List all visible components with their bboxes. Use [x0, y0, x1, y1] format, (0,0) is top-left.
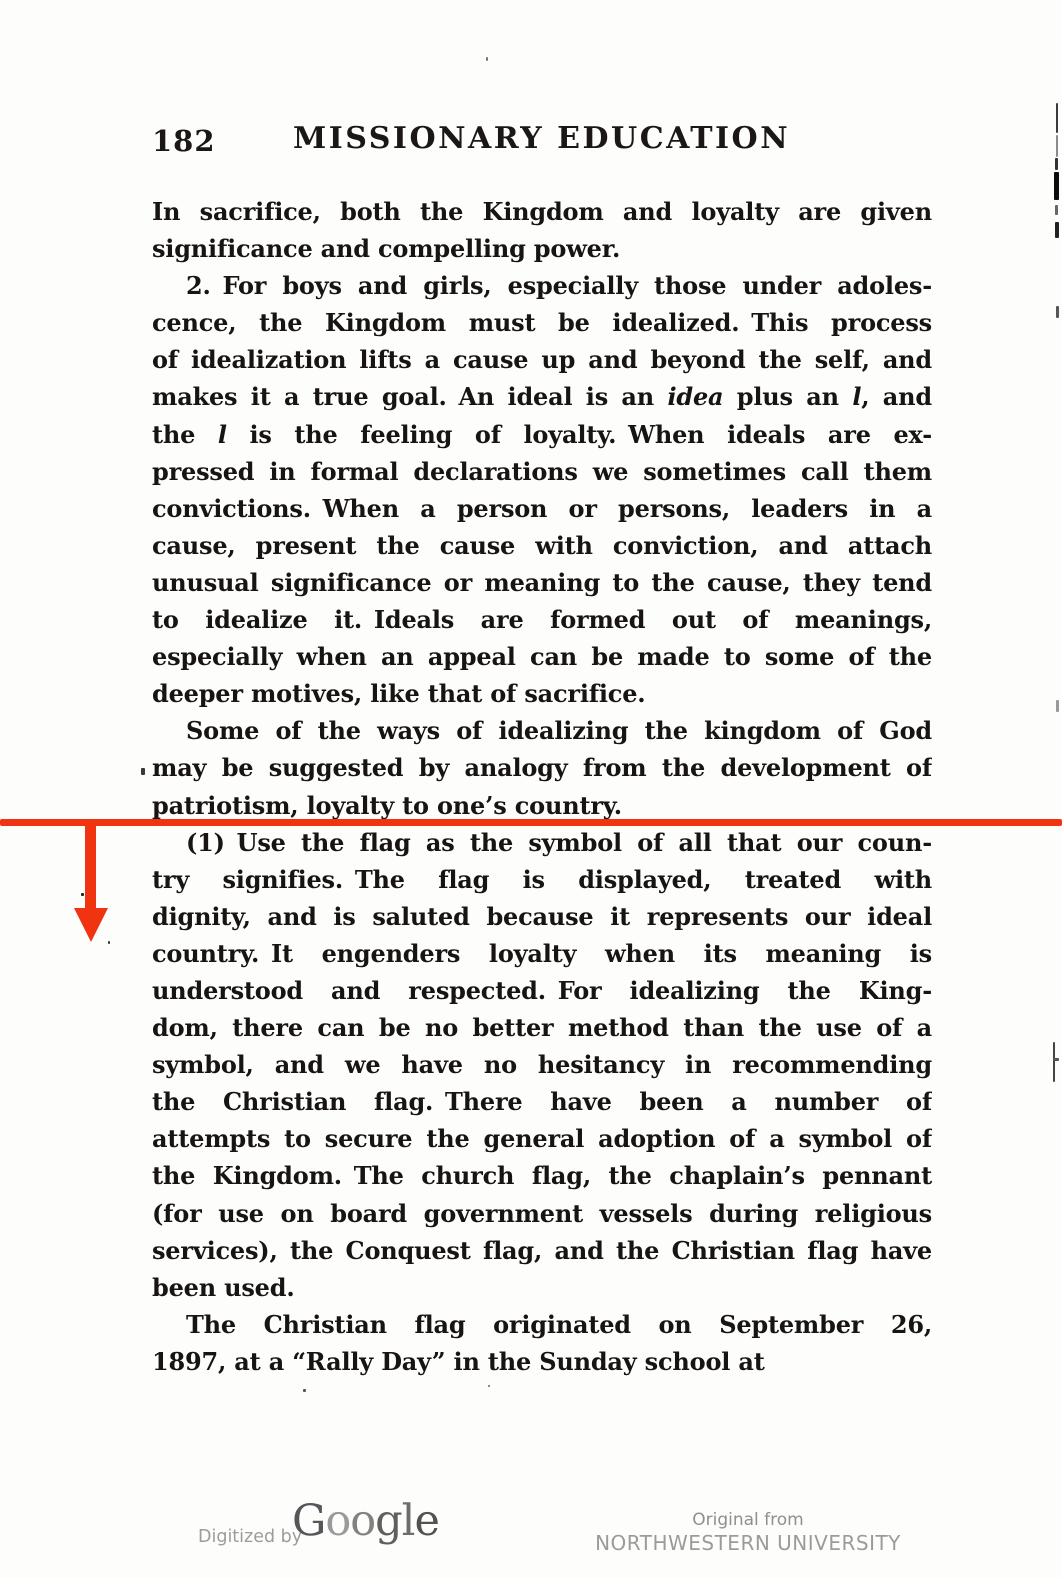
text-line: of idealization lifts a cause up and beyond the self, and — [152, 345, 932, 375]
text-line: the Christian flag. There have been a number of — [152, 1087, 932, 1117]
text-line: especially when an appeal can be made to some of the — [152, 642, 932, 672]
text-line: understood and respected. For idealizing the King- — [152, 975, 932, 1005]
scan-artifact — [1054, 172, 1059, 200]
paragraph — [152, 712, 932, 823]
text-line: significance and compelling power. — [152, 234, 621, 264]
text-line: the l is the feeling of loyalty. When ideals are ex- — [152, 419, 932, 449]
paragraph — [152, 1306, 932, 1380]
text-line: convictions. When a person or persons, leaders in a — [152, 493, 932, 523]
scan-artifact — [488, 1385, 490, 1387]
paragraph — [152, 193, 932, 267]
text-line: symbol, and we have no hesitancy in recommending — [152, 1050, 932, 1080]
text-line: pressed in formal declarations we sometimes call them — [152, 456, 932, 486]
text-line: deeper motives, like that of sacrifice. — [152, 679, 646, 709]
text-line: In sacrifice, both the Kingdom and loyalty are given — [152, 197, 932, 226]
paragraph — [152, 824, 932, 1306]
scan-artifact — [1055, 205, 1058, 215]
original-from-label: Original from — [692, 1510, 804, 1530]
scan-artifact — [486, 57, 488, 61]
scan-artifact — [141, 768, 145, 775]
text-line: (for use on board government vessels during religious — [152, 1198, 932, 1228]
text-line: try signifies. The flag is displayed, treated with — [152, 864, 932, 894]
scan-artifact — [1053, 1058, 1059, 1061]
text-line: The Christian flag originated on September 26, — [186, 1309, 932, 1339]
text-line: the Kingdom. The church flag, the chaplain’s pennant — [152, 1161, 932, 1191]
scan-artifact — [1055, 158, 1058, 170]
paragraph — [152, 267, 932, 712]
text-line: attempts to secure the general adoption of a symbol of — [152, 1124, 932, 1154]
digitized-by-label: Digitized by — [198, 1527, 303, 1547]
text-line: to idealize it. Ideals are formed out of meanings, — [152, 605, 932, 635]
google-logo: Google — [292, 1496, 439, 1546]
text-line: unusual significance or meaning to the cause, they tend — [152, 567, 932, 597]
body-text — [152, 193, 932, 1380]
text-line: country. It engenders loyalty when its meaning is — [152, 938, 932, 968]
scan-artifact — [1055, 222, 1059, 238]
scan-artifact — [1056, 306, 1059, 318]
text-line: patriotism, loyalty to one’s country. — [152, 790, 622, 820]
scan-artifact — [108, 941, 110, 944]
text-line: services), the Conquest flag, and the Christian flag have — [152, 1235, 932, 1265]
scan-artifact — [1056, 700, 1059, 712]
annotation-underline — [0, 819, 1062, 826]
scan-artifact — [1053, 1042, 1055, 1082]
text-line: Some of the ways of idealizing the kingdom of God — [186, 716, 932, 746]
scan-artifact — [303, 1389, 306, 1392]
text-line: cause, present the cause with conviction, and attach — [152, 530, 932, 560]
text-line: been used. — [152, 1272, 295, 1302]
text-line: may be suggested by analogy from the development of — [152, 753, 932, 783]
footer-provenance — [590, 1510, 906, 1556]
page-number: 182 — [152, 124, 216, 158]
text-line: cence, the Kingdom must be idealized. This process — [152, 308, 932, 338]
text-line: dignity, and is saluted because it represents our ideal — [152, 901, 932, 931]
text-line: 2. For boys and girls, especially those under adoles- — [186, 271, 932, 301]
text-line: 1897, at a “Rally Day” in the Sunday school at — [152, 1346, 765, 1376]
scan-artifact — [1056, 135, 1058, 157]
down-arrow-icon — [74, 908, 108, 942]
text-line: makes it a true goal. An ideal is an idea plus an l, and — [152, 382, 932, 412]
scan-artifact — [1056, 103, 1058, 133]
annotation-arrow-shaft — [85, 824, 96, 909]
page-title: MISSIONARY EDUCATION — [293, 121, 791, 156]
institution-label: NORTHWESTERN UNIVERSITY — [595, 1531, 901, 1555]
text-line: (1) Use the flag as the symbol of all that our coun- — [186, 827, 932, 857]
text-line: dom, there can be no better method than the use of a — [152, 1013, 932, 1043]
scan-artifact — [81, 893, 84, 896]
